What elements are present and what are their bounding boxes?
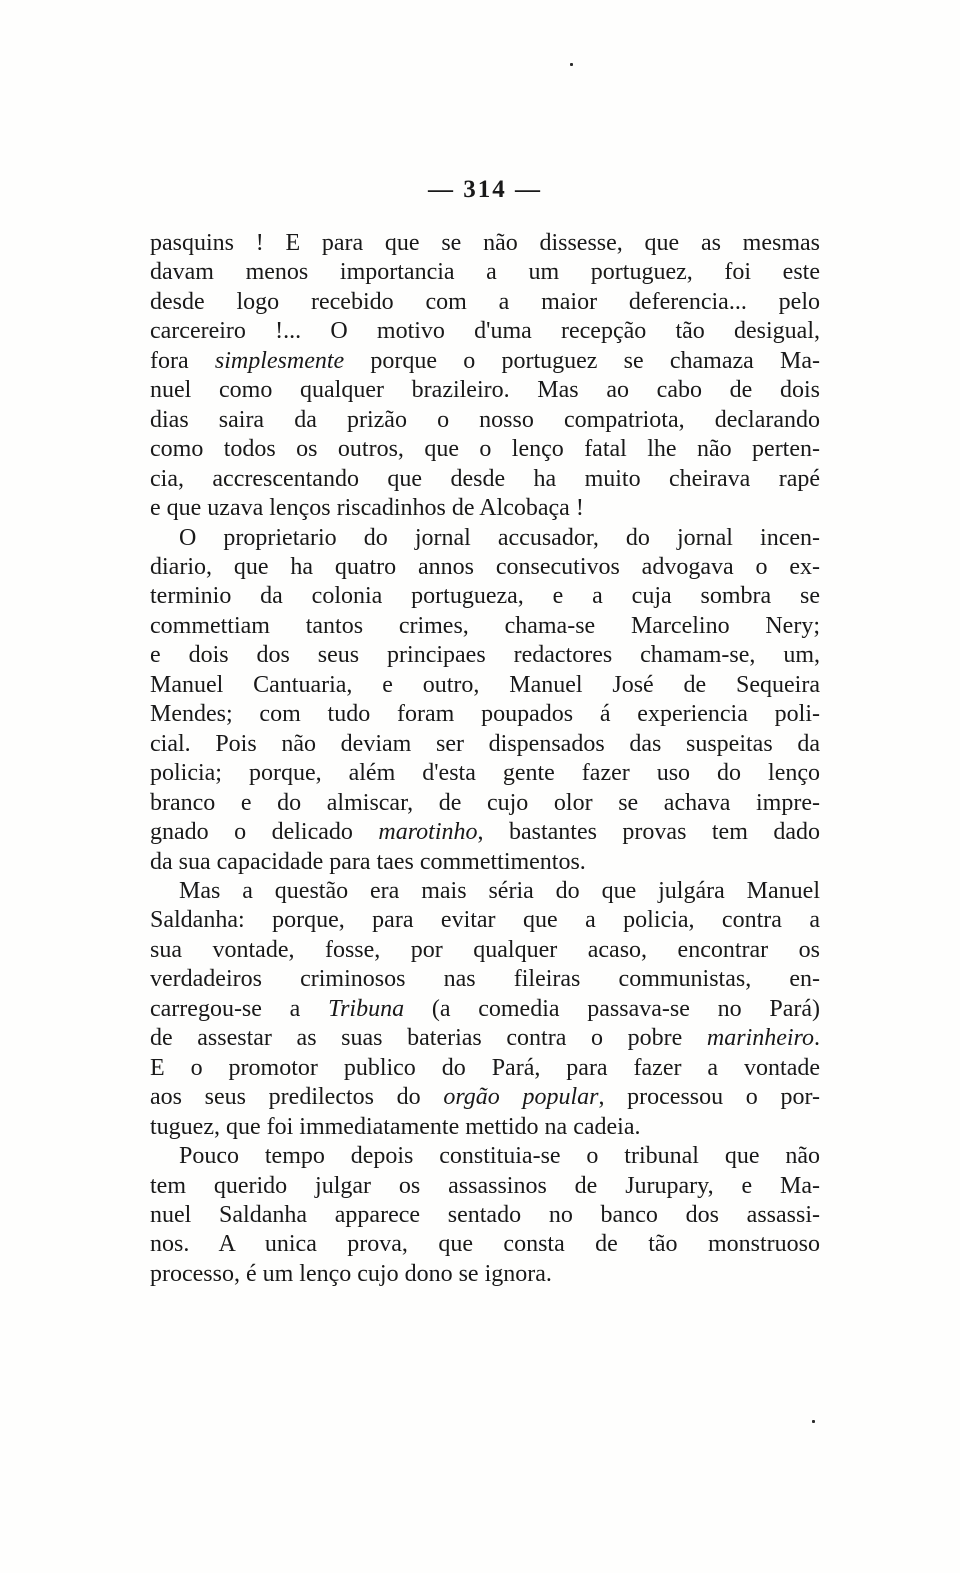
text-line [150, 1054, 820, 1083]
text-run: nuel Saldanha apparece sentado no banco dos assassi- [150, 1201, 820, 1228]
text-line [150, 582, 820, 611]
text-run: Mendes; com tudo foram poupados á experiencia poli- [150, 701, 820, 728]
text-run: , bastantes provas tem dado [477, 819, 820, 846]
text-line [150, 406, 820, 435]
text-run: Manuel Cantuaria, e outro, Manuel José de Sequeira [150, 671, 820, 698]
text-line [150, 288, 820, 317]
paragraph [150, 229, 820, 524]
text-line [150, 612, 820, 641]
text-run: como todos os outros, que o lenço fatal lhe não perten- [150, 436, 820, 463]
text-run: Mas a questão era mais séria do que julgára Manuel [179, 877, 820, 904]
text-run: O proprietario do jornal accusador, do jornal incen- [179, 524, 820, 551]
text-line [150, 936, 820, 965]
text-line [150, 818, 820, 847]
text-run: carcereiro !... O motivo d'uma recepção tão desigual, [150, 318, 820, 345]
text-line [150, 376, 820, 405]
text-line [150, 700, 820, 729]
paragraph [150, 524, 820, 877]
italic-run: marotinho [378, 819, 478, 846]
text-line [150, 435, 820, 464]
text-line [150, 317, 820, 346]
text-run: nuel como qualquer brazileiro. Mas ao cabo de dois [150, 377, 820, 404]
text-run: , processou o por- [598, 1084, 820, 1111]
text-line [150, 906, 820, 935]
scan-speck-artifact [570, 63, 573, 66]
text-line [150, 671, 820, 700]
text-run: da sua capacidade para taes commettimentos. [150, 848, 586, 875]
text-run: diario, que ha quatro annos consecutivos advogava o ex- [150, 553, 820, 580]
text-run: terminio da colonia portugueza, e a cuja sombra se [150, 583, 820, 610]
text-run: tuguez, que foi immediatamente mettido na cadeia. [150, 1113, 641, 1140]
text-line [150, 877, 820, 906]
text-line [150, 965, 820, 994]
text-run: fora [150, 347, 215, 374]
paragraph [150, 877, 820, 1142]
text-run: desde logo recebido com a maior deferencia... pelo [150, 288, 820, 315]
text-line [150, 730, 820, 759]
text-line [150, 848, 820, 877]
text-run: nos. A unica prova, que consta de tão monstruoso [150, 1231, 820, 1258]
text-run: verdadeiros criminosos nas fileiras communistas, en- [150, 966, 820, 993]
text-run: aos seus predilectos do [150, 1084, 444, 1111]
text-run: cia, accrescentando que desde ha muito cheirava rapé [150, 465, 820, 492]
page-number-header: — 314 — [428, 176, 542, 203]
text-run: branco e do almiscar, de cujo olor se achava impre- [150, 789, 820, 816]
text-line [150, 1113, 820, 1142]
text-line [150, 553, 820, 582]
text-line [150, 229, 820, 258]
text-line [150, 995, 820, 1024]
text-line [150, 1142, 820, 1171]
text-run: policia; porque, além d'esta gente fazer uso do lenço [150, 760, 820, 787]
text-run: dias saira da prizão o nosso compatriota, declarando [150, 406, 820, 433]
text-line [150, 465, 820, 494]
text-line [150, 1172, 820, 1201]
text-line [150, 258, 820, 287]
text-line [150, 347, 820, 376]
text-run: cial. Pois não deviam ser dispensados das suspeitas da [150, 730, 820, 757]
text-run: processo, é um lenço cujo dono se ignora. [150, 1260, 552, 1287]
text-run: e dois dos seus principaes redactores chamam-se, um, [150, 642, 820, 669]
italic-run: marinheiro [706, 1025, 814, 1052]
text-run: porque o portuguez se chamaza Ma- [344, 347, 820, 374]
text-run: e que uzava lenços riscadinhos de Alcobaça ! [150, 495, 584, 522]
text-run: tem querido julgar os assassinos de Jurupary, e Ma- [150, 1172, 820, 1199]
italic-run: simplesmente [214, 347, 345, 374]
text-run: gnado o delicado [150, 819, 379, 846]
text-block [150, 229, 820, 1289]
text-line [150, 1260, 820, 1289]
text-run: carregou-se a [150, 995, 329, 1022]
italic-run: orgão popular [443, 1084, 599, 1111]
text-line [150, 759, 820, 788]
text-line [150, 1201, 820, 1230]
scan-speck-artifact [812, 1420, 815, 1423]
text-line [150, 524, 820, 553]
text-run: davam menos importancia a um portuguez, foi este [150, 259, 820, 286]
paragraph [150, 1142, 820, 1289]
text-run: E o promotor publico do Pará, para fazer a vontade [150, 1054, 820, 1081]
text-line [150, 789, 820, 818]
italic-run: Tribuna [328, 995, 405, 1022]
text-run: Saldanha: porque, para evitar que a policia, contra a [150, 907, 820, 934]
text-run: sua vontade, fosse, por qualquer acaso, encontrar os [150, 936, 820, 963]
text-line [150, 494, 820, 523]
text-run: pasquins ! E para que se não dissesse, que as mesmas [150, 230, 820, 256]
text-run: commettiam tantos crimes, chama-se Marcelino Nery; [150, 612, 820, 639]
text-line [150, 1024, 820, 1053]
text-line [150, 641, 820, 670]
text-run: . [814, 1025, 820, 1052]
text-line [150, 1230, 820, 1259]
text-run: de assestar as suas baterias contra o pobre [150, 1025, 707, 1052]
text-line [150, 1083, 820, 1112]
text-run: (a comedia passava-se no Pará) [404, 995, 820, 1022]
text-run: Pouco tempo depois constituia-se o tribunal que não [179, 1143, 820, 1170]
